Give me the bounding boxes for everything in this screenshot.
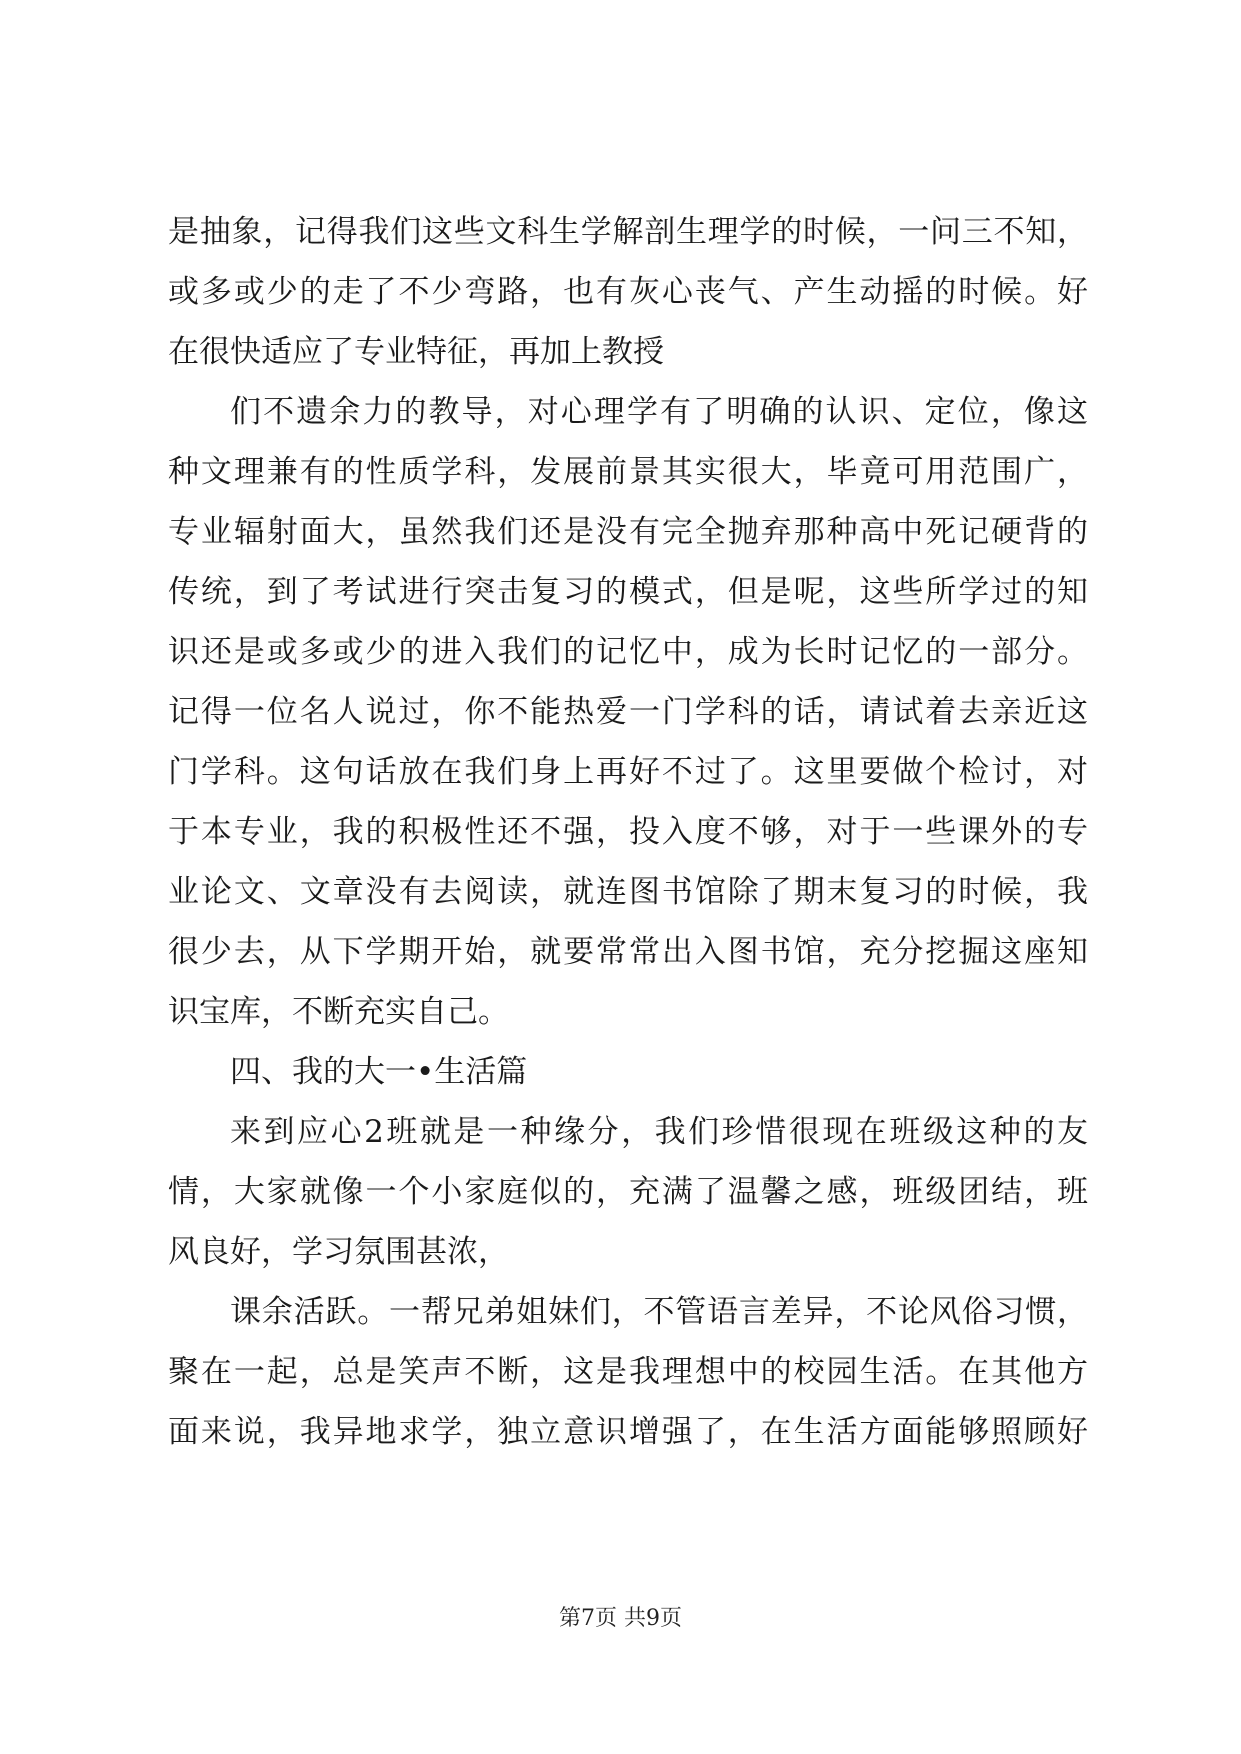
- text-line: 风良好，学习氛围甚浓，: [168, 1234, 509, 1270]
- text-line: 在很快适应了专业特征，再加上教授: [168, 334, 664, 370]
- text-line: 专业辐射面大，虽然我们还是没有完全抛弃那种高中死记硬背的: [168, 514, 1088, 550]
- text-line: 记得一位名人说过，你不能热爱一门学科的话，请试着去亲近这: [168, 694, 1088, 730]
- section-heading: 四、我的大一•生活篇: [230, 1054, 528, 1090]
- text-line: 们不遗余力的教导，对心理学有了明确的认识、定位，像这: [230, 394, 1088, 430]
- text-line: 情，大家就像一个小家庭似的，充满了温馨之感，班级团结，班: [168, 1174, 1088, 1210]
- text-line: 于本专业，我的积极性还不强，投入度不够，对于一些课外的专: [168, 814, 1088, 850]
- text-line: 来到应心2班就是一种缘分，我们珍惜很现在班级这种的友: [230, 1114, 1088, 1150]
- text-line: 是抽象，记得我们这些文科生学解剖生理学的时候，一问三不知，: [168, 214, 1088, 250]
- text-line: 种文理兼有的性质学科，发展前景其实很大，毕竟可用范围广，: [168, 454, 1088, 490]
- text-line: 识还是或多或少的进入我们的记忆中，成为长时记忆的一部分。: [168, 634, 1088, 670]
- text-line: 很少去，从下学期开始，就要常常出入图书馆，充分挖掘这座知: [168, 934, 1088, 970]
- text-line: 业论文、文章没有去阅读，就连图书馆除了期末复习的时候，我: [168, 874, 1088, 910]
- body-text: [168, 202, 1088, 1462]
- text-line: 识宝库，不断充实自己。: [168, 994, 509, 1030]
- text-line: 聚在一起，总是笑声不断，这是我理想中的校园生活。在其他方: [168, 1354, 1088, 1390]
- text-line: 面来说，我异地求学，独立意识增强了，在生活方面能够照顾好: [168, 1414, 1088, 1450]
- text-line: 门学科。这句话放在我们身上再好不过了。这里要做个检讨，对: [168, 754, 1088, 790]
- text-line: 课余活跃。一帮兄弟姐妹们，不管语言差异，不论风俗习惯，: [230, 1294, 1088, 1330]
- page-footer: 第7页 共9页: [559, 1606, 682, 1631]
- text-line: 传统，到了考试进行突击复习的模式，但是呢，这些所学过的知: [168, 574, 1088, 610]
- text-line: 或多或少的走了不少弯路，也有灰心丧气、产生动摇的时候。好: [168, 274, 1088, 310]
